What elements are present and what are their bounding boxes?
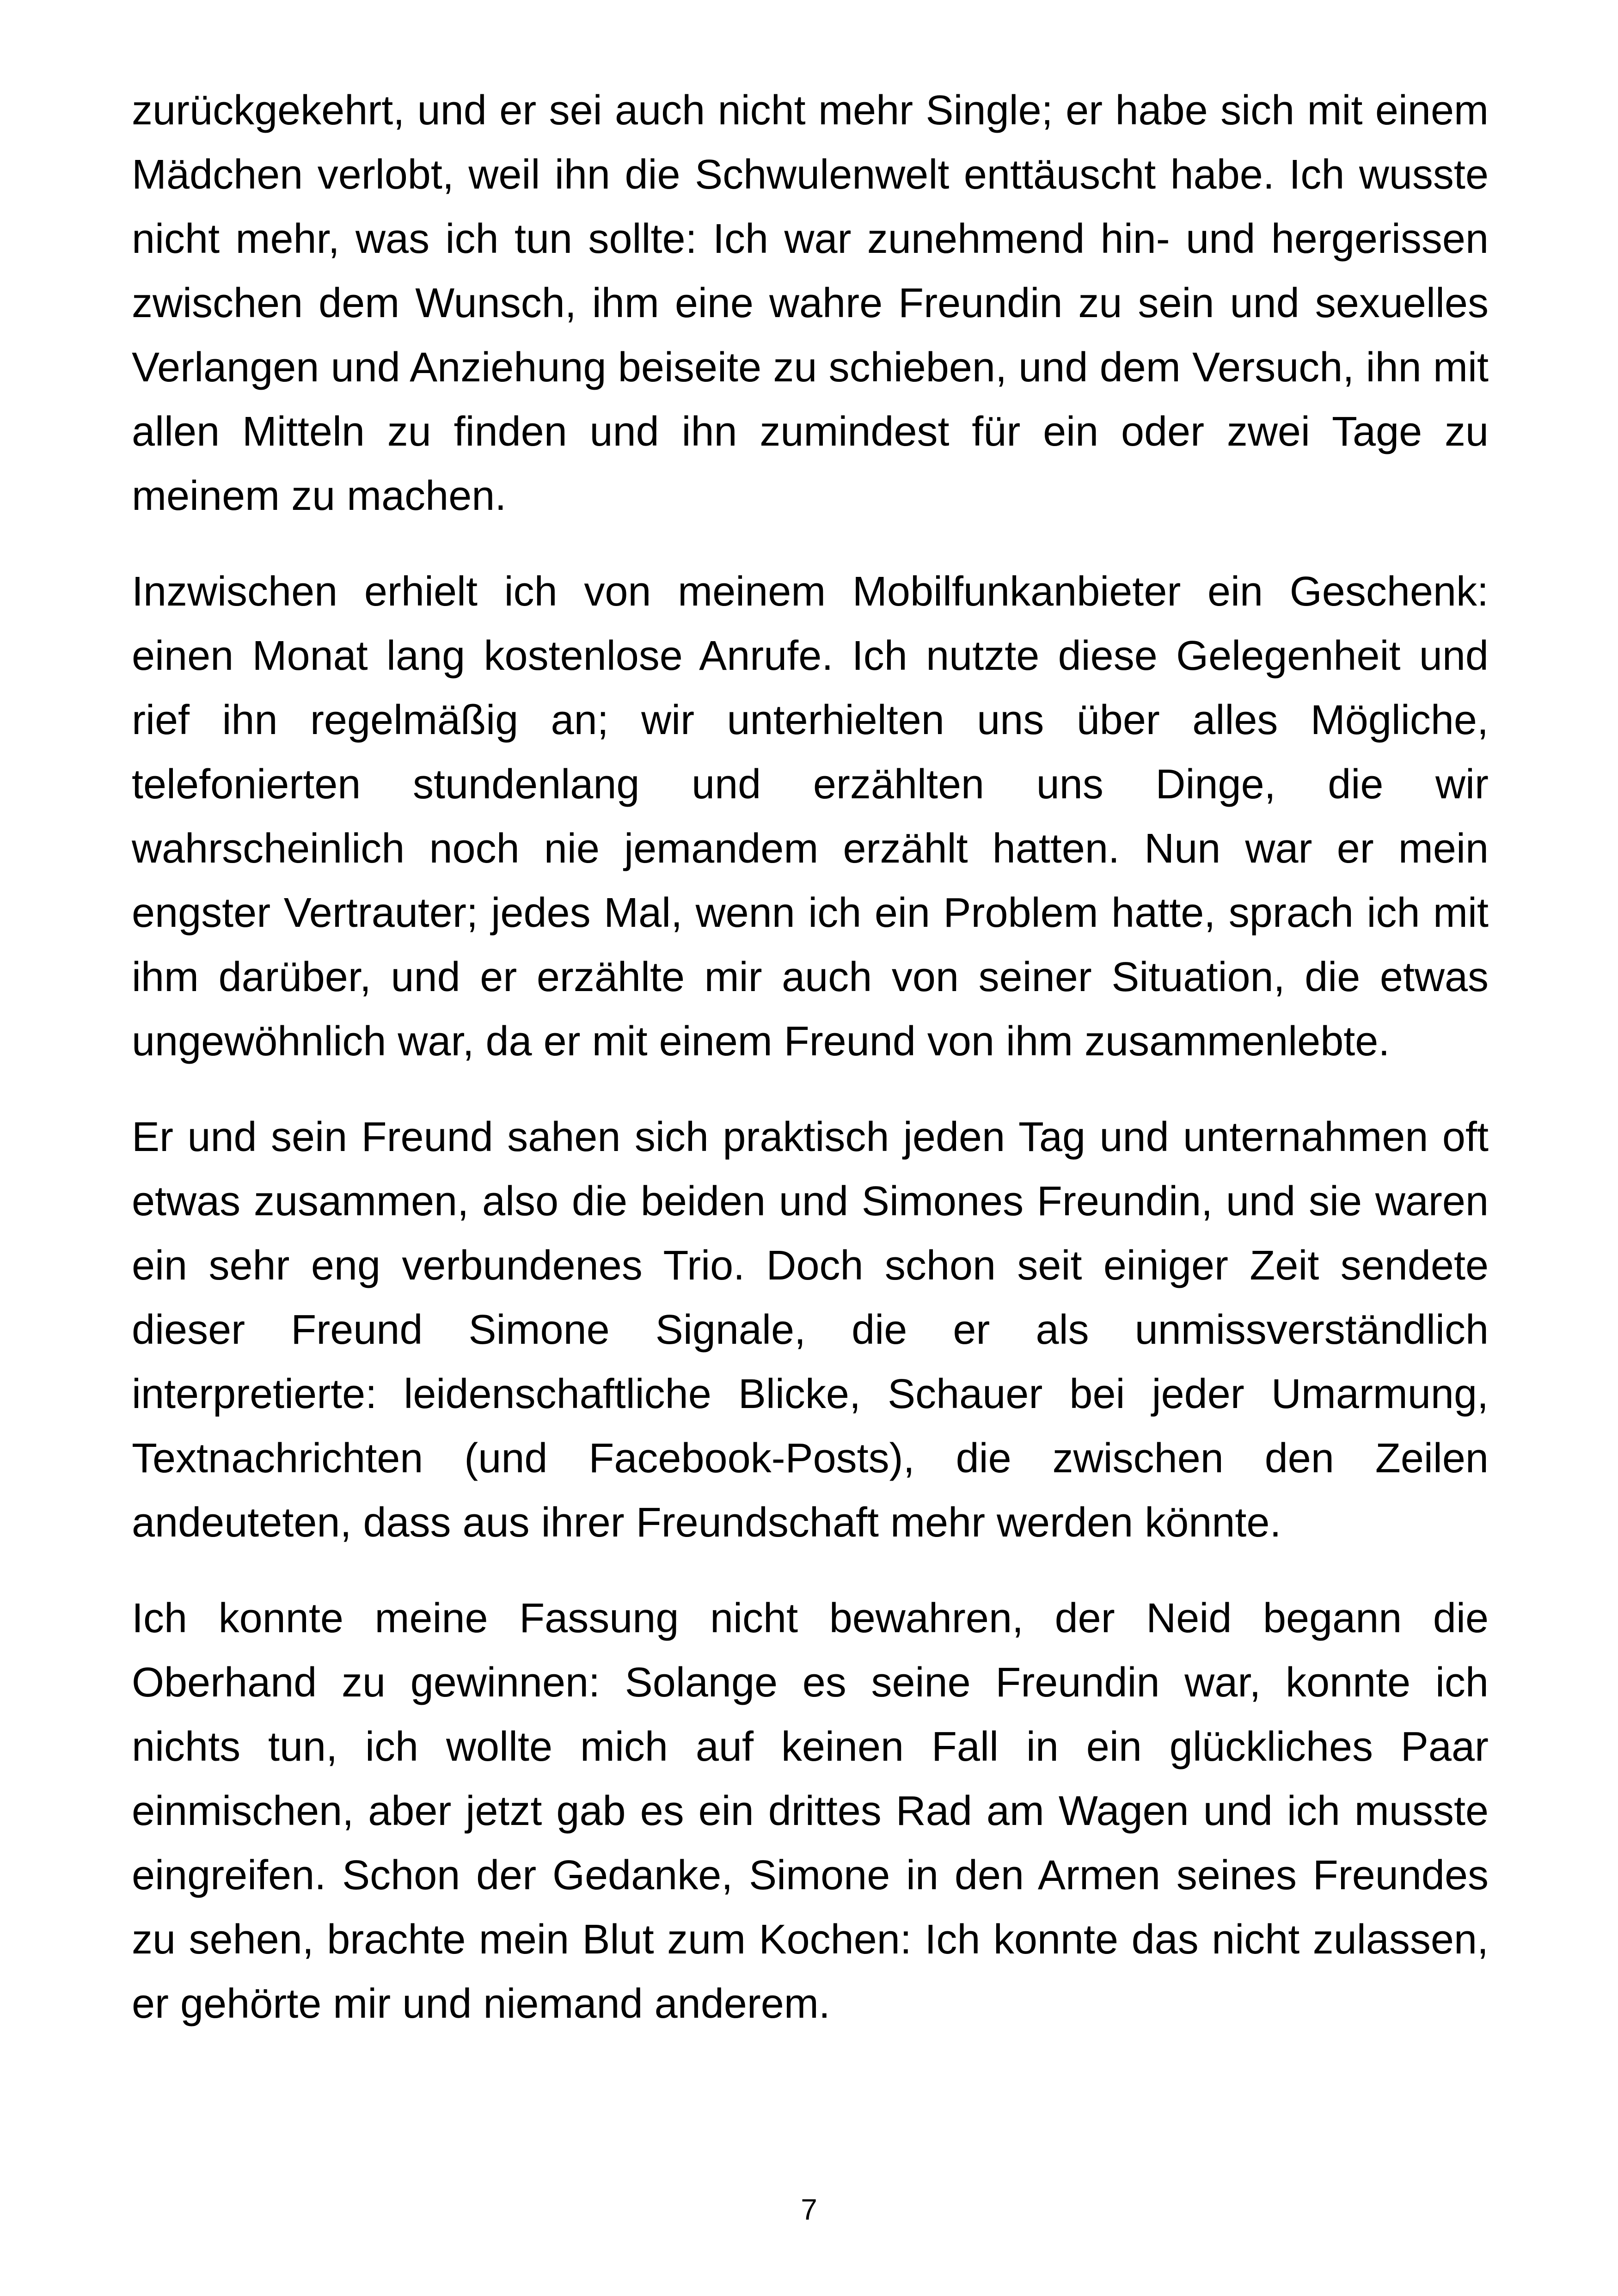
page-number: 7	[801, 2193, 817, 2226]
paragraph-3: Er und sein Freund sahen sich praktisch jeden Tag und unternahmen oft etwas zusammen, also die beiden und Simones Freundin, und sie waren ein sehr eng verbundenes Trio. Doch schon seit einiger Zeit sendete dieser Freund Simone Signale, die er als unmissverständlich interpretierte: leidenschaftliche Blicke, Schauer bei jeder Umarmung, Textnachrichten (und Facebook-Posts), die zwischen den Zeilen andeuteten, dass aus ihrer Freundschaft mehr werden könnte.	[132, 1114, 1489, 1546]
paragraph-4: Ich konnte meine Fassung nicht bewahren, der Neid begann die Oberhand zu gewinnen: Solange es seine Freundin war, konnte ich nichts tun, ich wollte mich auf keinen Fall in ein glückliches Paar einmischen, aber jetzt gab es ein drittes Rad am Wagen und ich musste eingreifen. Schon der Gedanke, Simone in den Armen seines Freundes zu sehen, brachte mein Blut zum Kochen: Ich konnte das nicht zulassen, er gehörte mir und niemand anderem.	[132, 1595, 1489, 2027]
paragraph-1: zurückgekehrt, und er sei auch nicht mehr Single; er habe sich mit einem Mädchen verlobt, weil ihn die Schwulenwelt enttäuscht habe. Ich wusste nicht mehr, was ich tun sollte: Ich war zunehmend hin- und hergerissen zwischen dem Wunsch, ihm eine wahre Freundin zu sein und sexuelles Verlangen und Anziehung beiseite zu schieben, und dem Versuch, ihn mit allen Mitteln zu finden und ihn zumindest für ein oder zwei Tage zu meinem zu machen.	[132, 87, 1489, 519]
body-text	[132, 79, 1489, 2036]
paragraph-2: Inzwischen erhielt ich von meinem Mobilfunkanbieter ein Geschenk: einen Monat lang kostenlose Anrufe. Ich nutzte diese Gelegenheit und rief ihn regelmäßig an; wir unterhielten uns über alles Mögliche, telefonierten stundenlang und erzählten uns Dinge, die wir wahrscheinlich noch nie jemandem erzählt hatten. Nun war er mein engster Vertrauter; jedes Mal, wenn ich ein Problem hatte, sprach ich mit ihm darüber, und er erzählte mir auch von seiner Situation, die etwas ungewöhnlich war, da er mit einem Freund von ihm zusammenlebte.	[132, 569, 1489, 1065]
